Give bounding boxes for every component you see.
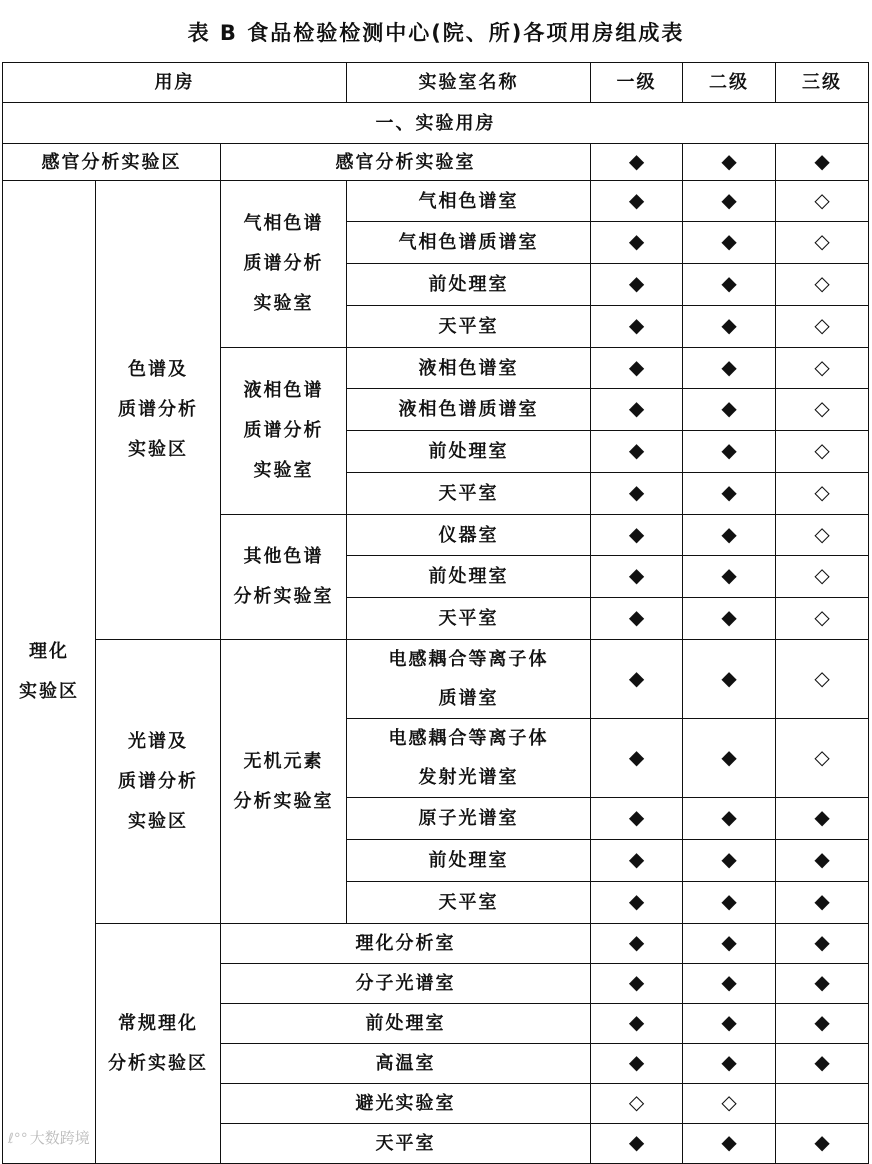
room-name: 前处理室 bbox=[347, 556, 591, 598]
room-name: 分子光谱室 bbox=[221, 964, 591, 1004]
level-1-mark: ◆ bbox=[591, 798, 683, 840]
level-2-mark: ◆ bbox=[683, 181, 776, 222]
level-2-mark: ◆ bbox=[683, 144, 776, 181]
zone-physchem: 理化 实验区 bbox=[3, 181, 96, 1164]
level-1-mark: ◆ bbox=[591, 144, 683, 181]
level-2-mark: ◆ bbox=[683, 719, 776, 798]
level-3-mark: ◆ bbox=[776, 964, 869, 1004]
level-2-mark: ◆ bbox=[683, 598, 776, 640]
level-1-mark: ◆ bbox=[591, 924, 683, 964]
room-name: 液相色谱质谱室 bbox=[347, 389, 591, 431]
level-2-mark: ◆ bbox=[683, 882, 776, 924]
level-2-mark: ◆ bbox=[683, 1004, 776, 1044]
level-2-mark: ◆ bbox=[683, 222, 776, 264]
level-3-mark: ◇ bbox=[776, 306, 869, 348]
group-other-chrom: 其他色谱 分析实验室 bbox=[221, 515, 347, 640]
room-name: 天平室 bbox=[347, 598, 591, 640]
level-3-mark: ◆ bbox=[776, 1124, 869, 1164]
level-2-mark: ◆ bbox=[683, 306, 776, 348]
level-2-mark: ◆ bbox=[683, 640, 776, 719]
header-level-3: 三级 bbox=[776, 63, 869, 103]
level-1-mark: ◆ bbox=[591, 598, 683, 640]
room-name: 天平室 bbox=[221, 1124, 591, 1164]
lab-sensory: 感官分析实验室 bbox=[221, 144, 591, 181]
level-3-mark: ◆ bbox=[776, 798, 869, 840]
level-3-mark: ◇ bbox=[776, 719, 869, 798]
header-level-2: 二级 bbox=[683, 63, 776, 103]
level-2-mark: ◆ bbox=[683, 348, 776, 389]
group-lc: 液相色谱 质谱分析 实验室 bbox=[221, 348, 347, 515]
table-title: 表 B 食品检验检测中心(院、所)各项用房组成表 bbox=[187, 21, 685, 45]
room-name: 气相色谱室 bbox=[347, 181, 591, 222]
level-1-mark: ◆ bbox=[591, 389, 683, 431]
level-2-mark: ◆ bbox=[683, 389, 776, 431]
table-row bbox=[3, 924, 869, 964]
room-name: 天平室 bbox=[347, 882, 591, 924]
room-name: 气相色谱质谱室 bbox=[347, 222, 591, 264]
room-name: 仪器室 bbox=[347, 515, 591, 556]
level-2-mark: ◆ bbox=[683, 840, 776, 882]
room-name: 前处理室 bbox=[347, 840, 591, 882]
level-3-mark: ◇ bbox=[776, 264, 869, 306]
level-2-mark: ◆ bbox=[683, 515, 776, 556]
level-2-mark: ◆ bbox=[683, 1044, 776, 1084]
level-1-mark: ◆ bbox=[591, 473, 683, 515]
level-3-mark: ◇ bbox=[776, 431, 869, 473]
level-3-mark: ◆ bbox=[776, 1004, 869, 1044]
level-1-mark: ◆ bbox=[591, 1124, 683, 1164]
level-1-mark: ◆ bbox=[591, 556, 683, 598]
level-3-mark: ◆ bbox=[776, 144, 869, 181]
level-1-mark: ◆ bbox=[591, 222, 683, 264]
level-3-mark: ◇ bbox=[776, 473, 869, 515]
header-row bbox=[3, 63, 869, 103]
group-inorganic: 无机元素 分析实验室 bbox=[221, 640, 347, 924]
level-2-mark: ◆ bbox=[683, 1124, 776, 1164]
level-3-mark: ◆ bbox=[776, 840, 869, 882]
room-name: 电感耦合等离子体 发射光谱室 bbox=[347, 719, 591, 798]
watermark-logo-icon: ℓ°° bbox=[8, 1131, 28, 1147]
level-1-mark: ◆ bbox=[591, 515, 683, 556]
level-2-mark: ◆ bbox=[683, 556, 776, 598]
table-row bbox=[3, 144, 869, 181]
level-3-mark: ◇ bbox=[776, 222, 869, 264]
level-1-mark: ◆ bbox=[591, 840, 683, 882]
level-1-mark: ◆ bbox=[591, 1004, 683, 1044]
level-1-mark: ◆ bbox=[591, 882, 683, 924]
level-1-mark: ◆ bbox=[591, 264, 683, 306]
room-name: 原子光谱室 bbox=[347, 798, 591, 840]
level-3-mark: ◇ bbox=[776, 556, 869, 598]
table-row bbox=[3, 181, 869, 222]
level-3-mark: ◆ bbox=[776, 882, 869, 924]
level-2-mark: ◆ bbox=[683, 924, 776, 964]
section-row bbox=[3, 103, 869, 144]
level-3-mark: ◇ bbox=[776, 515, 869, 556]
level-1-mark: ◆ bbox=[591, 640, 683, 719]
level-2-mark: ◆ bbox=[683, 473, 776, 515]
level-3-mark: ◇ bbox=[776, 348, 869, 389]
level-1-mark: ◆ bbox=[591, 348, 683, 389]
level-2-mark: ◆ bbox=[683, 798, 776, 840]
level-3-mark: ◇ bbox=[776, 389, 869, 431]
level-2-mark: ◆ bbox=[683, 264, 776, 306]
level-2-mark: ◆ bbox=[683, 964, 776, 1004]
level-1-mark: ◆ bbox=[591, 964, 683, 1004]
watermark-text: 大数跨境 bbox=[29, 1129, 90, 1147]
level-1-mark: ◆ bbox=[591, 181, 683, 222]
level-2-mark: ◆ bbox=[683, 431, 776, 473]
level-1-mark: ◆ bbox=[591, 306, 683, 348]
level-3-mark: ◆ bbox=[776, 924, 869, 964]
zone-sensory: 感官分析实验区 bbox=[3, 144, 221, 181]
level-3-mark: ◇ bbox=[776, 640, 869, 719]
room-name: 高温室 bbox=[221, 1044, 591, 1084]
section-lab-rooms: 一、实验用房 bbox=[3, 103, 869, 144]
group-gc: 气相色谱 质谱分析 实验室 bbox=[221, 181, 347, 348]
room-composition-table bbox=[2, 62, 869, 1164]
room-name: 液相色谱室 bbox=[347, 348, 591, 389]
table-row bbox=[3, 640, 869, 719]
level-3-mark: ◇ bbox=[776, 598, 869, 640]
level-2-mark: ◇ bbox=[683, 1084, 776, 1124]
zone-chrom-ms: 色谱及 质谱分析 实验区 bbox=[96, 181, 221, 640]
room-name: 前处理室 bbox=[347, 431, 591, 473]
level-3-mark: ◆ bbox=[776, 1044, 869, 1084]
zone-spectro-ms: 光谱及 质谱分析 实验区 bbox=[96, 640, 221, 924]
header-lab-name: 实验室名称 bbox=[347, 63, 591, 103]
room-name: 电感耦合等离子体 质谱室 bbox=[347, 640, 591, 719]
level-1-mark: ◇ bbox=[591, 1084, 683, 1124]
room-name: 天平室 bbox=[347, 306, 591, 348]
zone-routine: 常规理化 分析实验区 bbox=[96, 924, 221, 1164]
header-level-1: 一级 bbox=[591, 63, 683, 103]
level-1-mark: ◆ bbox=[591, 719, 683, 798]
level-1-mark: ◆ bbox=[591, 431, 683, 473]
room-name: 避光实验室 bbox=[221, 1084, 591, 1124]
room-name: 前处理室 bbox=[347, 264, 591, 306]
room-name: 前处理室 bbox=[221, 1004, 591, 1044]
level-3-mark: ◇ bbox=[776, 181, 869, 222]
watermark bbox=[8, 1128, 90, 1149]
room-name: 天平室 bbox=[347, 473, 591, 515]
level-3-mark bbox=[776, 1084, 869, 1124]
room-name: 理化分析室 bbox=[221, 924, 591, 964]
level-1-mark: ◆ bbox=[591, 1044, 683, 1084]
header-room: 用房 bbox=[3, 63, 347, 103]
